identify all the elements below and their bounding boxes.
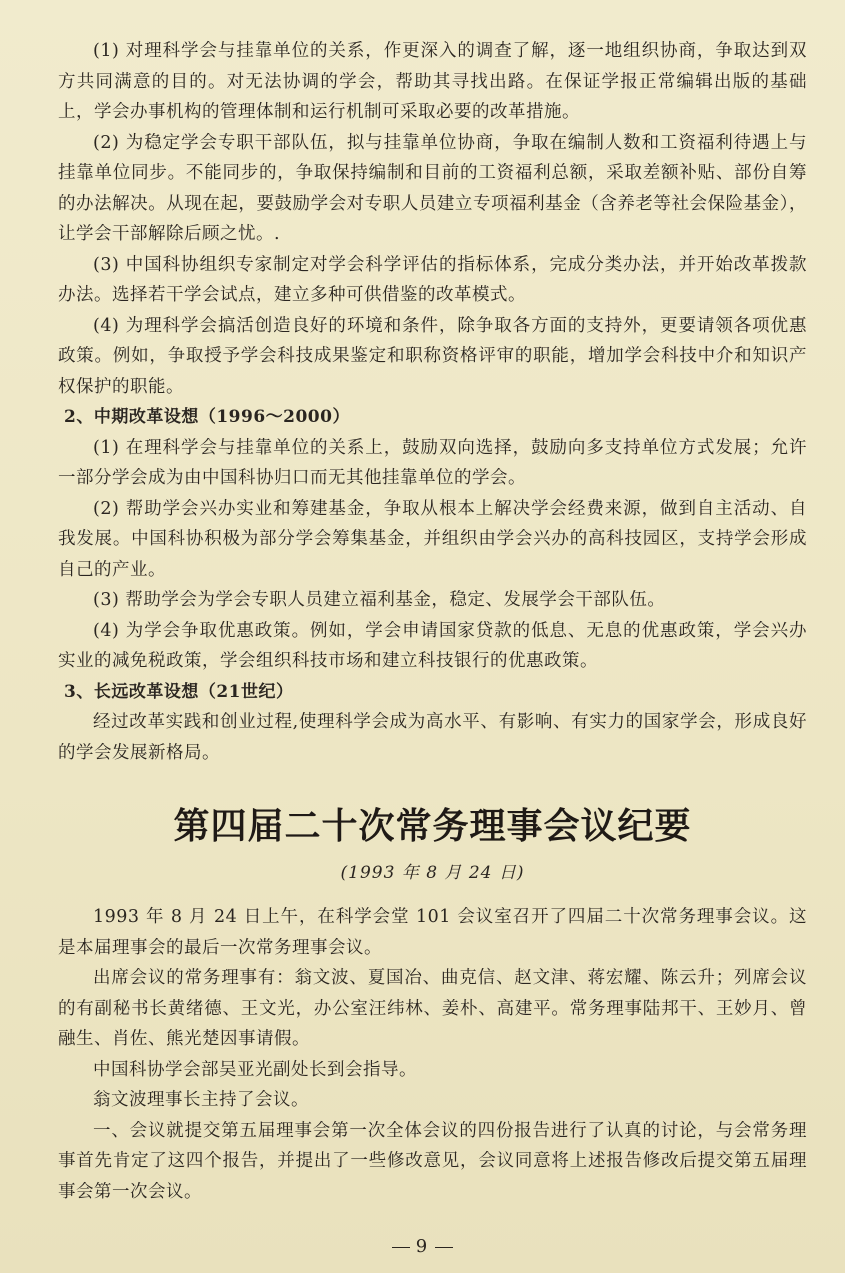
paragraph-mid-term-4: (4) 为学会争取优惠政策。例如，学会申请国家贷款的低息、无息的优惠政策，学会兴办实业的减免税政策，学会组织科技市场和建立科技银行的优惠政策。 (58, 620, 807, 671)
minutes-title: 第四届二十次常务理事会议纪要 (173, 806, 692, 847)
heading-mid-term: 2、中期改革设想（1996～2000） (64, 407, 350, 427)
minutes-date: (1993 年 8 月 24 日) (340, 863, 525, 883)
paragraph-minutes-5: 一、会议就提交第五届理事会第一次全体会议的四份报告进行了认真的讨论，与会常务理事首先肯定了这四个报告，并提出了一些修改意见，会议同意将上述报告修改后提交第五届理事会第一次会议。 (58, 1120, 807, 1202)
paragraph-mid-term-2: (2) 帮助学会兴办实业和筹建基金，争取从根本上解决学会经费来源，做到自主活动、自我发展。中国科协积极为部分学会筹集基金，并组织由学会兴办的高科技园区，支持学会形成自己的产业。 (58, 498, 807, 580)
paragraph-minutes-1: 1993 年 8 月 24 日上午，在科学会堂 101 会议室召开了四届二十次常务理事会议。这是本届理事会的最后一次常务理事会议。 (58, 907, 807, 958)
paragraph-long-term-1: 经过改革实践和创业过程,使理科学会成为高水平、有影响、有实力的国家学会，形成良好的学会发展新格局。 (58, 712, 807, 763)
dash-left (392, 1247, 410, 1248)
paragraph-mid-term-3: (3) 帮助学会为学会专职人员建立福利基金，稳定、发展学会干部队伍。 (93, 590, 666, 610)
paragraph-reform-1: (1) 对理科学会与挂靠单位的关系，作更深入的调查了解，逐一地组织协商，争取达到双方共同满意的目的。对无法协调的学会，帮助其寻找出路。在保证学报正常编辑出版的基础上，学会办事机构的管理体制和运行机制可采取必要的改革措施。 (58, 41, 807, 122)
paragraph-minutes-4: 翁文波理事长主持了会议。 (93, 1090, 309, 1110)
paragraph-minutes-2: 出席会议的常务理事有：翁文波、夏国冶、曲克信、赵文津、蒋宏耀、陈云升；列席会议的有副秘书长黄绪德、王文光，办公室汪纬林、姜朴、高建平。常务理事陆邦干、王妙月、曾融生、肖佐、熊光楚因事请假。 (58, 968, 807, 1049)
page-number-value: 9 (415, 1236, 430, 1257)
paragraph-reform-2: (2) 为稳定学会专职干部队伍，拟与挂靠单位协商，争取在编制人数和工资福利待遇上与挂靠单位同步。不能同步的，争取保持编制和目前的工资福利总额，采取差额补贴、部份自筹的办法解决。从现在起，要鼓励学会对专职人员建立专项福利基金（含养老等社会保险基金），让学会干部解除后顾之忧。. (58, 132, 807, 244)
paragraph-mid-term-1: (1) 在理科学会与挂靠单位的关系上，鼓励双向选择，鼓励向多支持单位方式发展；允许一部分学会成为由中国科协归口而无其他挂靠单位的学会。 (58, 437, 807, 488)
paragraph-reform-4: (4) 为理科学会搞活创造良好的环境和条件，除争取各方面的支持外，更要请领各项优惠政策。例如，争取授予学会科技成果鉴定和职称资格评审的职能，增加学会科技中介和知识产权保护的职能。 (58, 315, 807, 397)
paragraph-minutes-3: 中国科协学会部吴亚光副处长到会指导。 (93, 1059, 417, 1080)
heading-long-term: 3、长远改革设想（21世纪） (64, 681, 294, 702)
paragraph-reform-3: (3) 中国科协组织专家制定对学会科学评估的指标体系，完成分类办法，并开始改革拨款办法。选择若干学会试点，建立多种可供借鉴的改革模式。 (58, 254, 807, 305)
page-number (0, 1236, 845, 1257)
dash-right (435, 1247, 453, 1248)
